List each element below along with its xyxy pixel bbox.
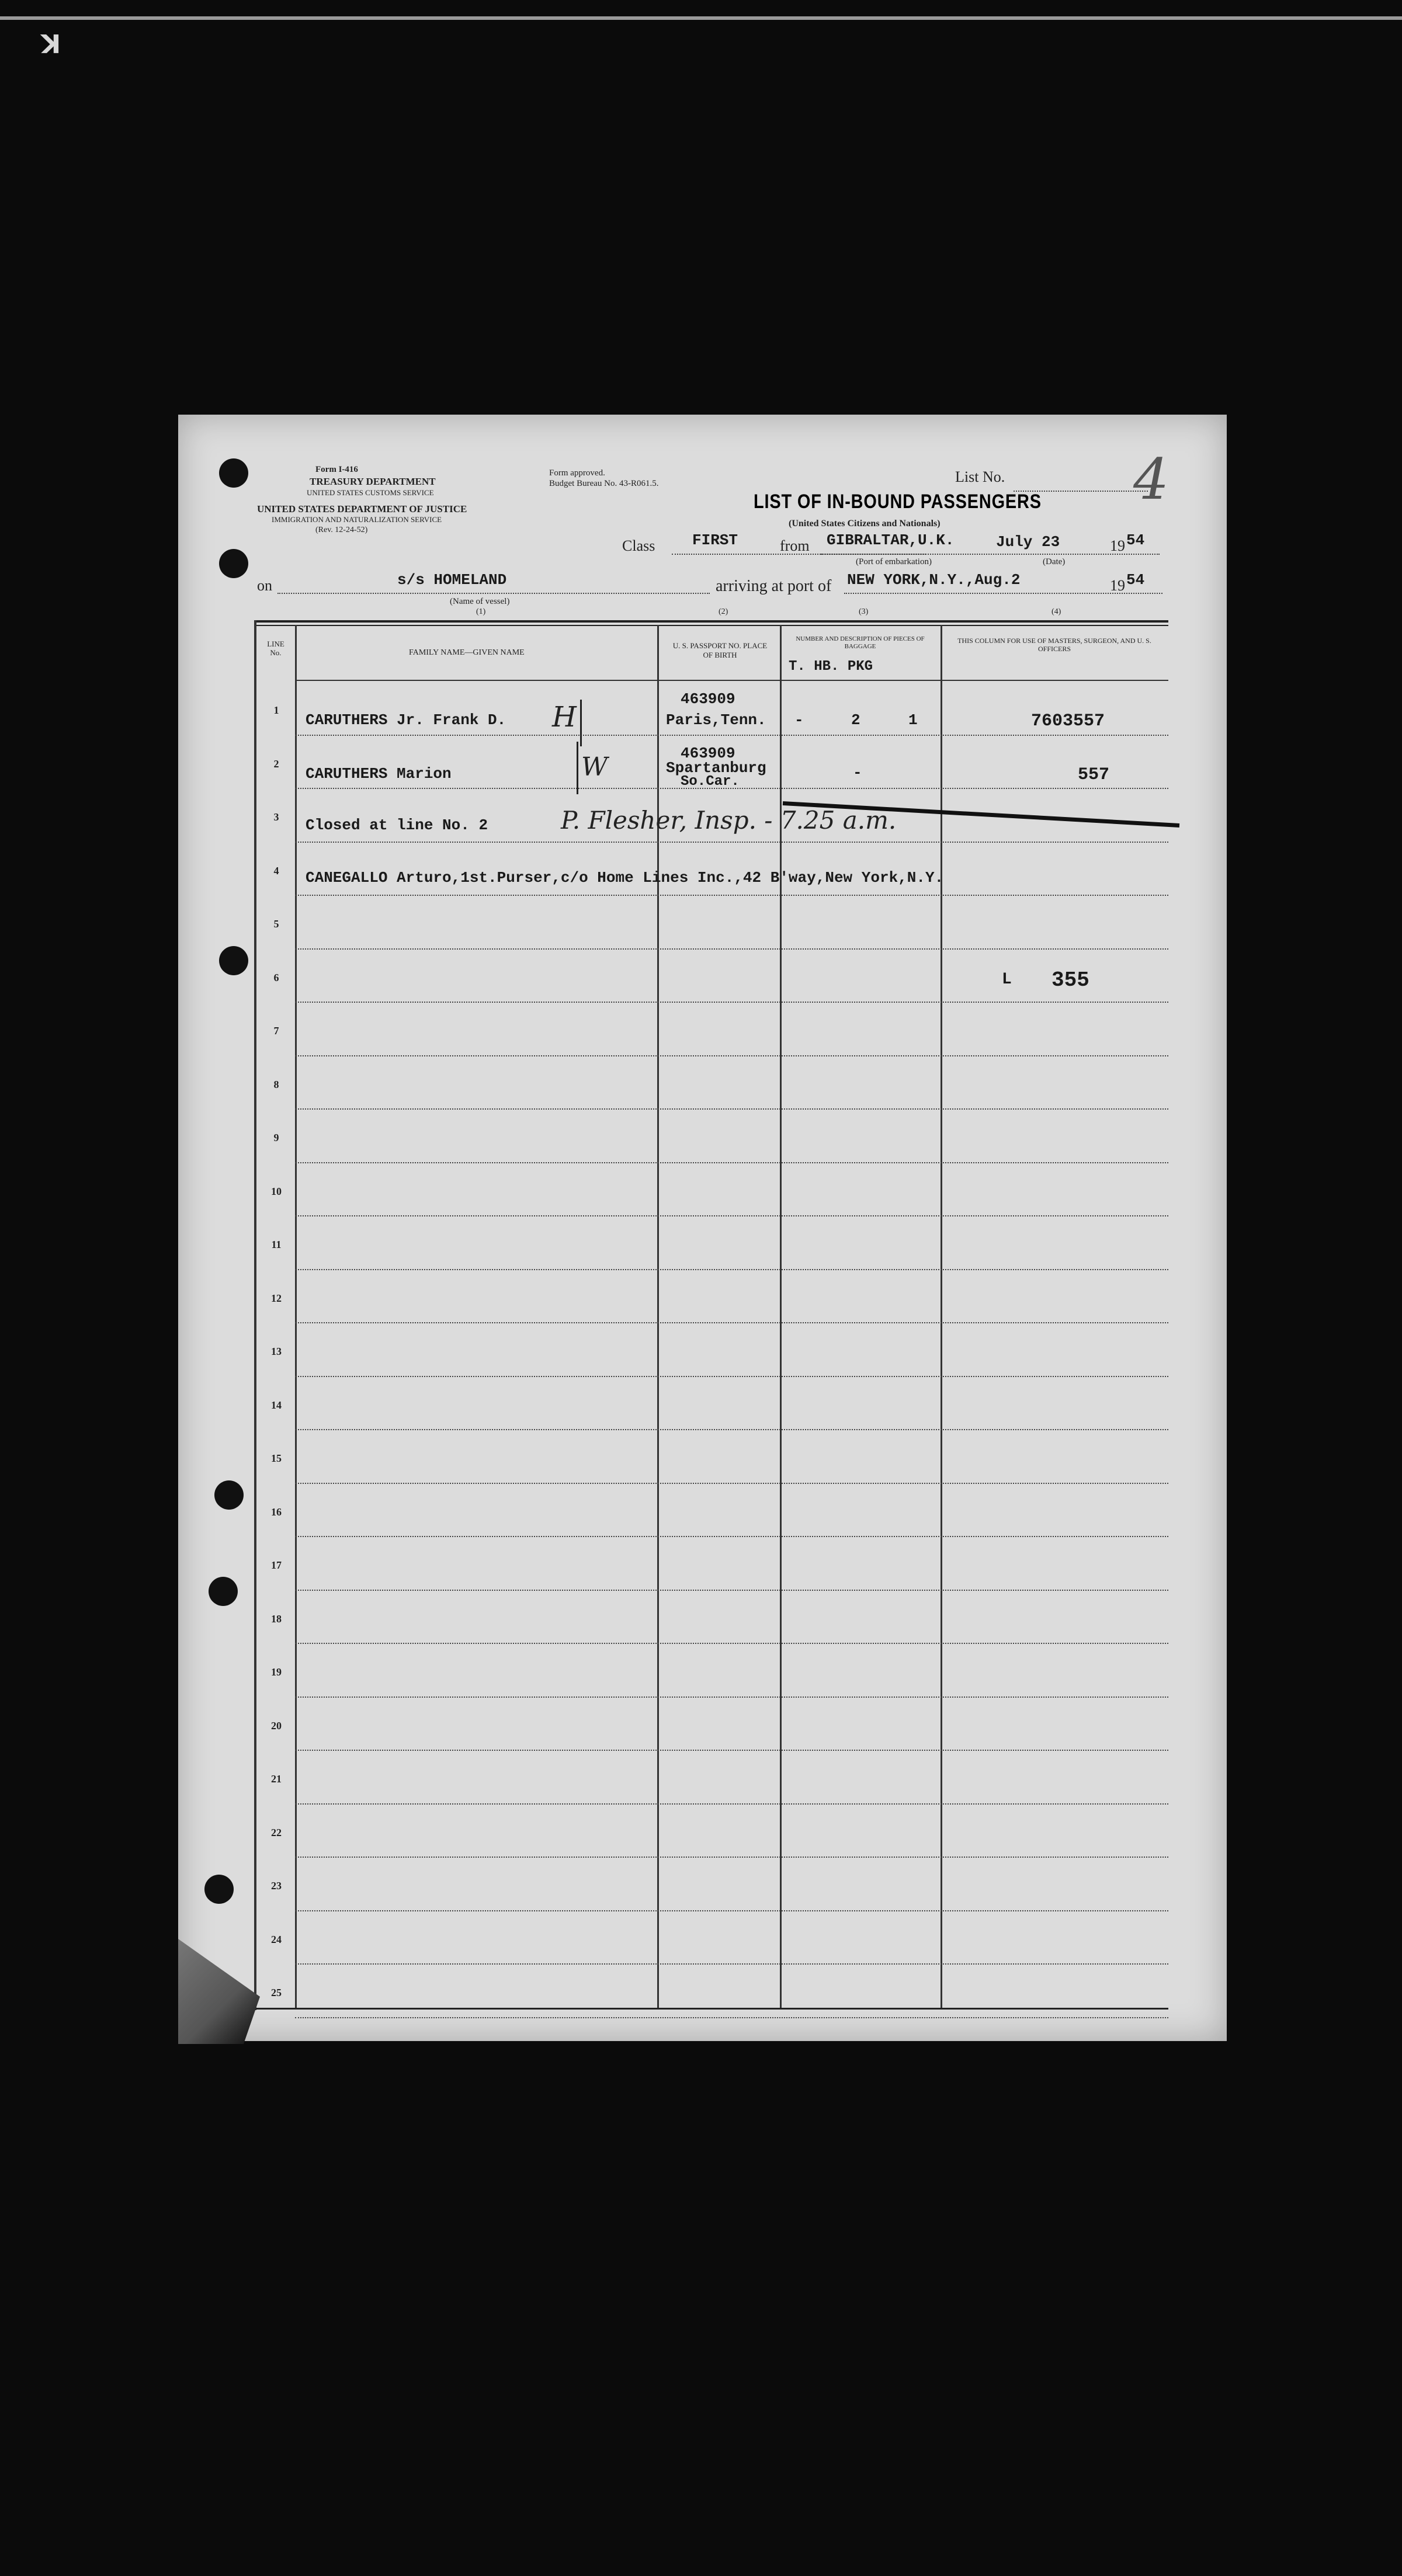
row-rule [295, 1055, 1168, 1056]
row-rule [295, 842, 1168, 843]
line-number: 10 [271, 1185, 282, 1197]
line-number: 1 [273, 704, 279, 717]
header-passport: U. S. PASSPORT NO. PLACE OF BIRTH [672, 641, 768, 659]
revision-date: (Rev. 12-24-52) [315, 526, 368, 534]
header-line-no: LINE No. [267, 639, 284, 657]
col-number-2: (2) [719, 607, 728, 616]
year-suffix: 54 [1126, 531, 1145, 549]
row-rule [295, 1963, 1168, 1965]
class-label: Class [622, 537, 655, 554]
entry-1-passport: 463909 [681, 690, 735, 708]
on-label: on [257, 577, 272, 594]
row-rule [295, 1429, 1168, 1430]
entry-2-birthplace: Spartanburg [666, 759, 766, 777]
entry-2-t: - [853, 764, 862, 781]
arrival-line [844, 593, 1162, 594]
header-baggage-cols: T. HB. PKG [789, 659, 873, 675]
inspector-signature: P. Flesher, Insp. - 7.25 a.m. [561, 806, 897, 835]
table-left-border [254, 620, 256, 2010]
line-number: 9 [273, 1132, 279, 1144]
column-divider [941, 625, 942, 2009]
entry-2-name: CARUTHERS Marion [306, 765, 452, 783]
punch-hole [204, 1875, 234, 1904]
entry-1-t: - [794, 711, 804, 729]
vessel-name: s/s HOMELAND [397, 571, 507, 589]
line-number: 7 [273, 1025, 279, 1037]
from-line [821, 554, 1160, 555]
row-6-mark: L [1002, 971, 1012, 989]
line-number: 8 [273, 1078, 279, 1090]
vessel-caption: (Name of vessel) [450, 597, 510, 606]
year-prefix: 19 [1110, 537, 1125, 554]
list-no-label: List No. [955, 468, 1005, 485]
line-number: 13 [271, 1346, 282, 1358]
vessel-line [277, 593, 710, 594]
col-number-1: (1) [476, 607, 486, 616]
header-officers: THIS COLUMN FOR USE OF MASTERS, SURGEON, AND U. S. OFFICERS [957, 637, 1151, 653]
arriving-label: arriving at port of [716, 577, 832, 595]
passenger-list-document [178, 415, 1227, 2041]
row-rule [295, 1643, 1168, 1644]
line-number: 23 [271, 1880, 282, 1892]
line-number: 22 [271, 1826, 282, 1838]
row-rule [295, 948, 1168, 950]
row-rule [295, 1269, 1168, 1270]
corner-mark: K [41, 28, 61, 58]
line-number: 4 [273, 864, 279, 877]
form-approved: Form approved. [549, 468, 605, 478]
table-top-border-2 [254, 625, 1168, 626]
ins-heading: IMMIGRATION AND NATURALIZATION SERVICE [272, 515, 442, 524]
punch-hole [214, 1480, 244, 1510]
col-number-3: (3) [859, 607, 869, 616]
date-caption: (Date) [1043, 557, 1066, 566]
closed-at-line: Closed at line No. 2 [306, 816, 488, 834]
row-rule [295, 1697, 1168, 1698]
header-baggage: NUMBER AND DESCRIPTION OF PIECES OF BAGGAGE [796, 635, 925, 650]
header-name: FAMILY NAME—GIVEN NAME [409, 648, 525, 657]
row-6-note: 355 [1052, 968, 1089, 992]
purser-entry: CANEGALLO Arturo,1st.Purser,c/o Home Lines Inc.,42 B'way,New York,N.Y. [306, 869, 944, 887]
column-divider [295, 625, 297, 2009]
entry-1-birthplace: Paris,Tenn. [666, 711, 766, 729]
list-number: 4 [1133, 447, 1170, 512]
entry-2-hand-mark: W [581, 752, 608, 782]
punch-hole [219, 549, 248, 578]
entry-1-hand-mark: H [552, 701, 577, 733]
torn-corner [178, 1939, 260, 2044]
line-number: 2 [273, 757, 279, 770]
row-rule [295, 1483, 1168, 1484]
punch-hole [209, 1577, 238, 1606]
entry-2-officer-number: 557 [1078, 765, 1110, 785]
port-caption: (Port of embarkation) [856, 557, 932, 566]
row-rule [295, 1750, 1168, 1751]
row-rule [295, 1536, 1168, 1537]
row-rule [295, 1215, 1168, 1216]
from-value: GIBRALTAR,U.K. [827, 531, 955, 549]
line-number: 11 [271, 1239, 282, 1251]
line-number: 24 [271, 1933, 282, 1945]
row-rule [295, 1857, 1168, 1858]
form-number: Form I-416 [315, 465, 358, 474]
row-rule [295, 1803, 1168, 1805]
page-subtitle: (United States Citizens and Nationals) [789, 519, 941, 529]
entry-2-birthplace-state: So.Car. [681, 774, 740, 790]
line-number: 25 [271, 1987, 282, 1999]
entry-1-officer-number: 7603557 [1031, 711, 1105, 731]
entry-2-passport: 463909 [681, 745, 735, 762]
line-number: 19 [271, 1666, 282, 1678]
line-number: 21 [271, 1773, 282, 1785]
line-number: 6 [273, 971, 279, 983]
budget-bureau: Budget Bureau No. 43-R061.5. [549, 479, 659, 488]
line-number: 5 [273, 918, 279, 930]
arrival-year-prefix: 19 [1110, 577, 1125, 594]
hand-bracket [580, 700, 582, 746]
row-rule [295, 1910, 1168, 1911]
line-number: 16 [271, 1506, 282, 1518]
col-number-4: (4) [1052, 607, 1061, 616]
page-title: LIST OF IN-BOUND PASSENGERS [754, 491, 1042, 513]
row-rule [295, 1376, 1168, 1377]
treasury-heading: TREASURY DEPARTMENT [310, 476, 436, 487]
line-number: 20 [271, 1719, 282, 1732]
line-number: 12 [271, 1292, 282, 1304]
row-rule [295, 1590, 1168, 1591]
line-number: 18 [271, 1612, 282, 1625]
row-rule [295, 895, 1168, 896]
row-rule [295, 735, 1168, 736]
row-rule [295, 1002, 1168, 1003]
arrival-port: NEW YORK,N.Y.,Aug.2 [847, 571, 1021, 589]
entry-1-name: CARUTHERS Jr. Frank D. [306, 711, 506, 729]
table-bottom-border [254, 2008, 1168, 2010]
from-label: from [780, 537, 810, 554]
row-rule [295, 1322, 1168, 1323]
date-value: July 23 [996, 533, 1060, 551]
line-number: 15 [271, 1452, 282, 1465]
arrival-year-suffix: 54 [1126, 571, 1145, 589]
justice-heading: UNITED STATES DEPARTMENT OF JUSTICE [257, 503, 467, 514]
film-edge-line [0, 16, 1402, 20]
class-value: FIRST [692, 531, 738, 549]
entry-1-hb: 2 [851, 711, 860, 729]
punch-hole [219, 946, 248, 975]
line-number: 14 [271, 1399, 282, 1411]
row-rule [295, 1162, 1168, 1163]
line-number: 17 [271, 1559, 282, 1572]
entry-1-pkg: 1 [908, 711, 918, 729]
customs-heading: UNITED STATES CUSTOMS SERVICE [307, 488, 434, 497]
punch-hole [219, 458, 248, 488]
row-rule [295, 1108, 1168, 1110]
table-top-border [254, 620, 1168, 623]
header-divider [295, 680, 1168, 681]
line-number: 3 [273, 811, 279, 823]
hand-bracket [577, 742, 578, 794]
row-rule [295, 2017, 1168, 2018]
